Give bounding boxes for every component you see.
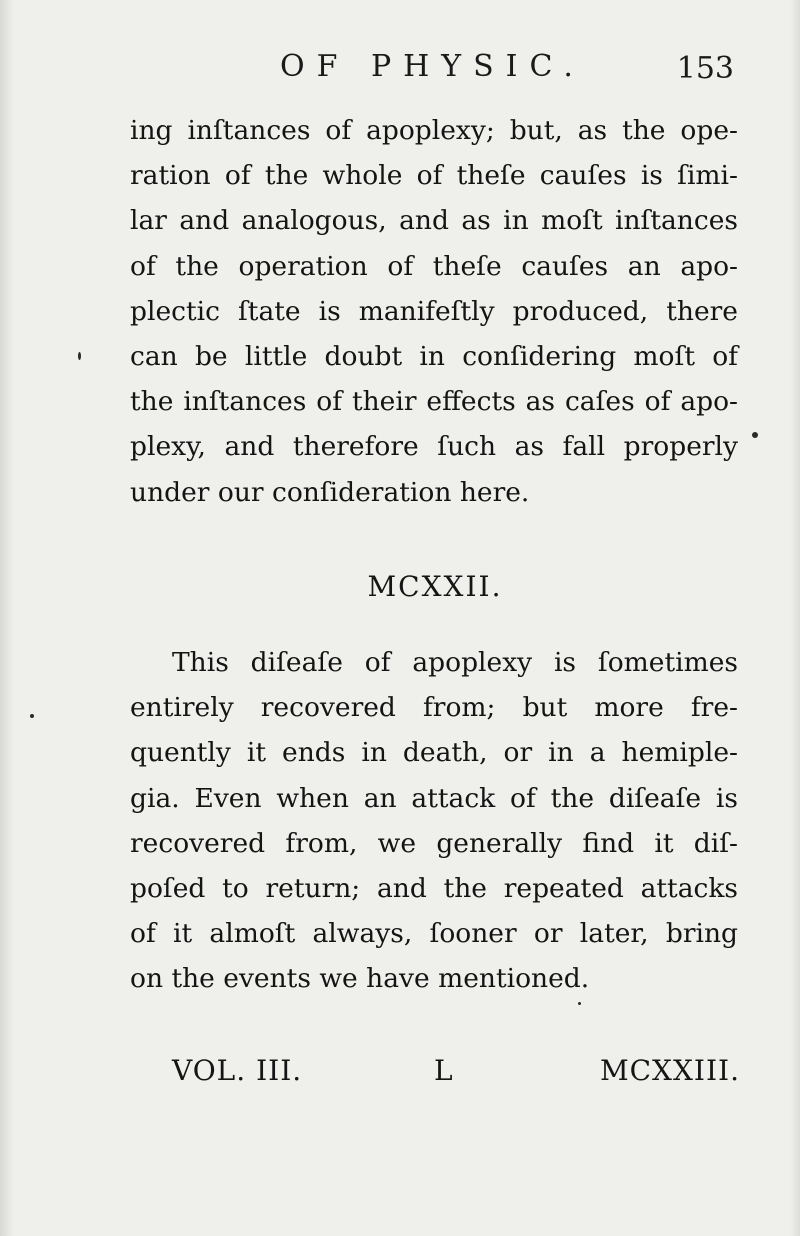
paragraph-section: [130, 640, 738, 1002]
text-line: quently it ends in death, or in a hemiple-: [130, 737, 738, 769]
text-line: plexy, and therefore ſuch as fall properly: [130, 431, 738, 463]
text-line: gia. Even when an attack of the diſeaſe is: [130, 782, 738, 814]
text-line: on the events we have mentioned.: [130, 963, 590, 995]
ink-speck: [578, 1002, 581, 1005]
page-footer: [172, 1048, 740, 1094]
section-heading: MCXXII.: [367, 570, 503, 603]
text-line: This diſeaſe of apoplexy is ſometimes: [172, 647, 738, 678]
ink-speck: [78, 352, 81, 360]
text-line: poſed to return; and the repeated attacks: [130, 873, 738, 905]
text-line: ing inſtances of apoplexy; but, as the ope-: [130, 115, 738, 146]
text-line: recovered from, we generally find it diſ-: [130, 827, 738, 859]
text-line: of it almoſt always, ſooner or later, bring: [130, 918, 738, 950]
catchword: MCXXIII.: [599, 1054, 740, 1087]
text-line: lar and analogous, and as in moſt inſtances: [130, 205, 738, 237]
ink-speck: [30, 714, 34, 718]
paragraph-continued: [130, 108, 738, 515]
running-head: OF PHYSIC.: [280, 49, 585, 84]
page-header: [130, 42, 740, 92]
signature-mark: L: [434, 1054, 453, 1087]
text-line: under our conſideration here.: [130, 476, 530, 508]
text-line: plectic ſtate is manifeſtly produced, there: [130, 295, 738, 327]
ink-speck: [752, 432, 758, 438]
text-line: of the operation of theſe cauſes an apo-: [130, 250, 738, 282]
text-line: entirely recovered from; but more fre-: [130, 692, 738, 724]
volume-signature: VOL. III.: [172, 1054, 303, 1087]
text-line: the inſtances of their effects as caſes of apo-: [130, 386, 738, 418]
text-line: ration of the whole of theſe cauſes is ſimi-: [130, 160, 738, 192]
page-number: 153: [676, 51, 734, 86]
text-line: can be little doubt in conſidering moſt of: [130, 341, 738, 373]
